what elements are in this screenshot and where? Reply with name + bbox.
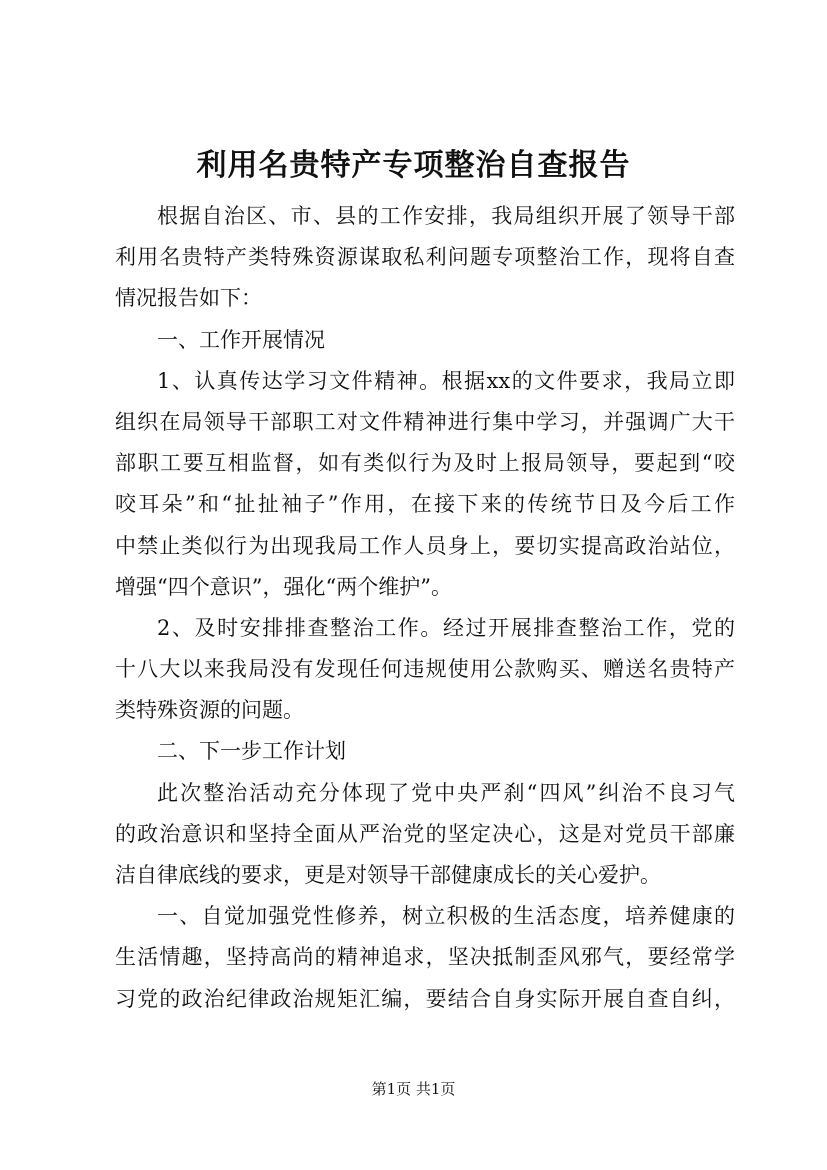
document-title: 利用名贵特产专项整治自查报告 <box>196 148 631 183</box>
text-line: 生活情趣，坚持高尚的精神追求，坚决抵制歪风邪气，要经常学 <box>115 945 735 970</box>
text-line: 根据自治区、市、县的工作安排，我局组织开展了领导干部 <box>157 204 735 228</box>
text-line: 组织在局领导干部职工对文件精神进行集中学习，并强调广大干 <box>115 409 735 434</box>
document-body <box>115 196 735 1020</box>
text-line: 部职工要互相监督，如有类似行为及时上报局领导，要起到“咬 <box>115 451 735 476</box>
text-line: 一、工作开展情况 <box>157 327 325 352</box>
page-footer: 第1页 共1页 <box>371 1080 456 1098</box>
text-line: 洁自律底线的要求，更是对领导干部健康成长的关心爱护。 <box>115 863 661 887</box>
text-line: 的政治意识和坚持全面从严治党的坚定决心，这是对党员干部廉 <box>115 821 735 846</box>
text-line: 十八大以来我局没有发现任何违规使用公款购买、赠送名贵特产 <box>115 657 735 682</box>
text-line: 1、认真传达学习文件精神。根据xx的文件要求，我局立即 <box>157 368 735 393</box>
text-line: 习党的政治纪律政治规矩汇编，要结合自身实际开展自查自纠， <box>115 986 735 1011</box>
text-line: 增强“四个意识”，强化“两个维护”。 <box>115 574 452 599</box>
text-line: 2、及时安排排查整治工作。经过开展排查整治工作，党的 <box>157 615 735 640</box>
text-line: 一、自觉加强党性修养，树立积极的生活态度，培养健康的 <box>157 904 735 929</box>
text-line: 类特殊资源的问题。 <box>115 698 304 723</box>
text-line: 此次整治活动充分体现了党中央严刹“四风”纠治不良习气 <box>157 780 735 805</box>
text-line: 情况报告如下： <box>115 286 262 311</box>
text-line: 利用名贵特产类特殊资源谋取私利问题专项整治工作，现将自查 <box>115 245 735 270</box>
text-line: 咬耳朵”和“扯扯袖子”作用，在接下来的传统节日及今后工作 <box>115 492 735 517</box>
text-line: 二、下一步工作计划 <box>157 739 346 764</box>
text-line: 中禁止类似行为出现我局工作人员身上，要切实提高政治站位， <box>115 533 735 558</box>
